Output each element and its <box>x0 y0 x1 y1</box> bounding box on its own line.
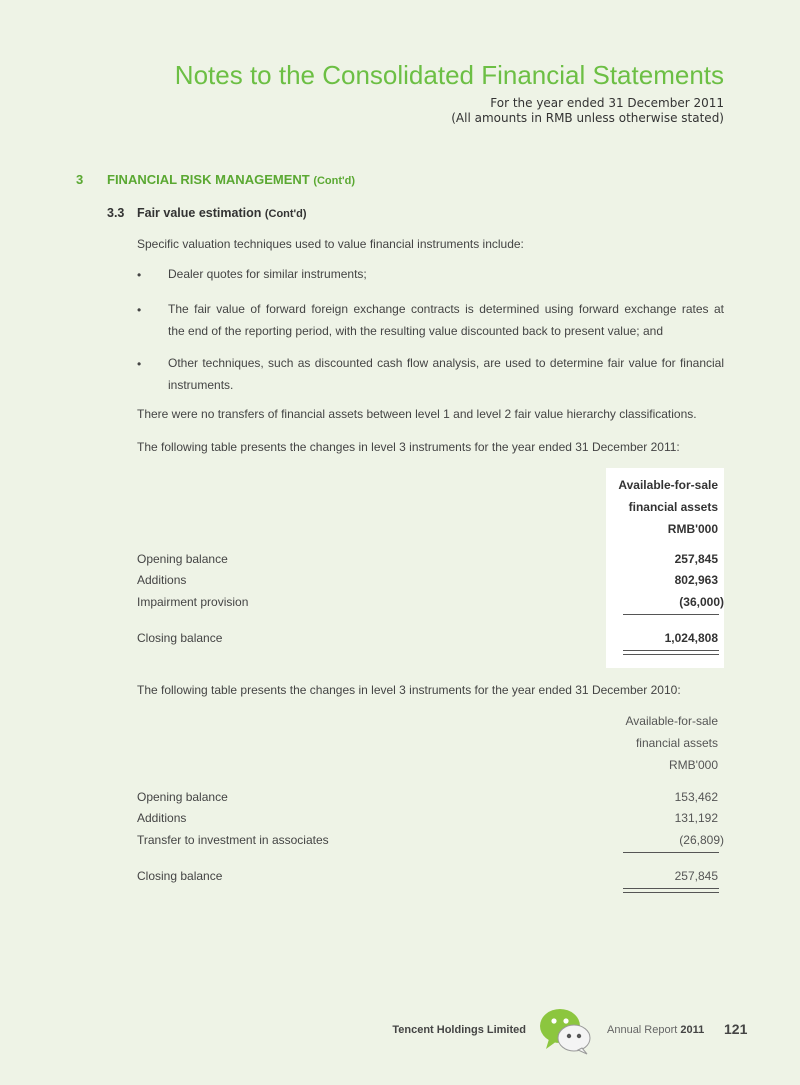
subsection-number: 3.3 <box>107 206 125 220</box>
table-row-label: Additions <box>137 573 187 587</box>
intro-paragraph: Specific valuation techniques used to value financial instruments include: <box>137 237 524 251</box>
bullet-symbol: • <box>137 303 142 317</box>
bullet-item-line: instruments. <box>168 378 234 392</box>
subsection-title: Fair value estimation <box>137 206 262 220</box>
footer-report-year: 2011 <box>680 1024 705 1036</box>
bullet-item: Dealer quotes for similar instruments; <box>168 267 367 281</box>
page-subtitle <box>451 96 724 126</box>
footer-report-label: Annual Report <box>607 1024 678 1036</box>
table-total-value: 257,845 <box>674 869 718 883</box>
table-row-value: (36,000) <box>679 595 724 609</box>
subtitle-period: For the year ended 31 December 2011 <box>490 96 724 110</box>
section-suffix: (Cont'd) <box>313 175 356 187</box>
bullet-symbol: • <box>137 268 142 282</box>
table-row-value: (26,809) <box>679 833 724 847</box>
page-number: 121 <box>724 1021 748 1037</box>
table-row-label: Impairment provision <box>137 595 249 609</box>
table-row-label: Opening balance <box>137 552 228 566</box>
page-title: Notes to the Consolidated Financial Statements <box>174 60 724 90</box>
wechat-logo-icon <box>537 1005 595 1055</box>
column-header-unit: RMB'000 <box>667 522 718 536</box>
total-double-rule <box>623 888 719 893</box>
table-row-value: 802,963 <box>674 573 718 587</box>
bullet-item-line: Other techniques, such as discounted cash flow analysis, are used to determine fair value for financial <box>168 356 724 370</box>
transfer-note: There were no transfers of financial assets between level 1 and level 2 fair value hierarchy classifications. <box>137 407 697 421</box>
section-number: 3 <box>76 172 84 187</box>
subtotal-rule <box>623 852 719 853</box>
column-header-line: Available-for-sale <box>625 714 718 728</box>
table-row-label: Opening balance <box>137 790 228 804</box>
subtitle-currency-note: (All amounts in RMB unless otherwise stated) <box>451 111 724 125</box>
column-header-unit: RMB'000 <box>669 758 718 772</box>
bullet-item-line: The fair value of forward foreign exchange contracts is determined using forward exchange rates at <box>168 302 724 316</box>
table-row-value: 257,845 <box>674 552 718 566</box>
footer-report <box>607 1024 704 1036</box>
table-row-label: Transfer to investment in associates <box>137 833 329 847</box>
table-row-value: 131,192 <box>674 811 718 825</box>
total-double-rule <box>623 650 719 655</box>
subsection-suffix: (Cont'd) <box>264 208 307 220</box>
table-2010-caption: The following table presents the changes in level 3 instruments for the year ended 31 December 2010: <box>137 683 681 697</box>
section-heading <box>107 172 355 187</box>
column-header-line: financial assets <box>635 736 718 750</box>
subtotal-rule <box>623 614 719 615</box>
table-row-value: 153,462 <box>674 790 718 804</box>
column-header-line: financial assets <box>628 500 718 514</box>
table-total-label: Closing balance <box>137 631 223 645</box>
table-total-label: Closing balance <box>137 869 223 883</box>
footer-company-name: Tencent Holdings Limited <box>392 1024 526 1036</box>
bullet-item-line: the end of the reporting period, with the resulting value discounted back to present value; and <box>168 324 663 338</box>
table-2011-column-header <box>618 474 718 540</box>
bullet-symbol: • <box>137 357 142 371</box>
table-2010-column-header <box>626 710 719 776</box>
column-header-line: Available-for-sale <box>618 478 718 492</box>
subsection-heading <box>137 206 307 220</box>
table-row-label: Additions <box>137 811 187 825</box>
table-2011-caption: The following table presents the changes in level 3 instruments for the year ended 31 December 2011: <box>137 440 680 454</box>
section-title: FINANCIAL RISK MANAGEMENT <box>107 172 310 187</box>
table-total-value: 1,024,808 <box>664 631 718 645</box>
